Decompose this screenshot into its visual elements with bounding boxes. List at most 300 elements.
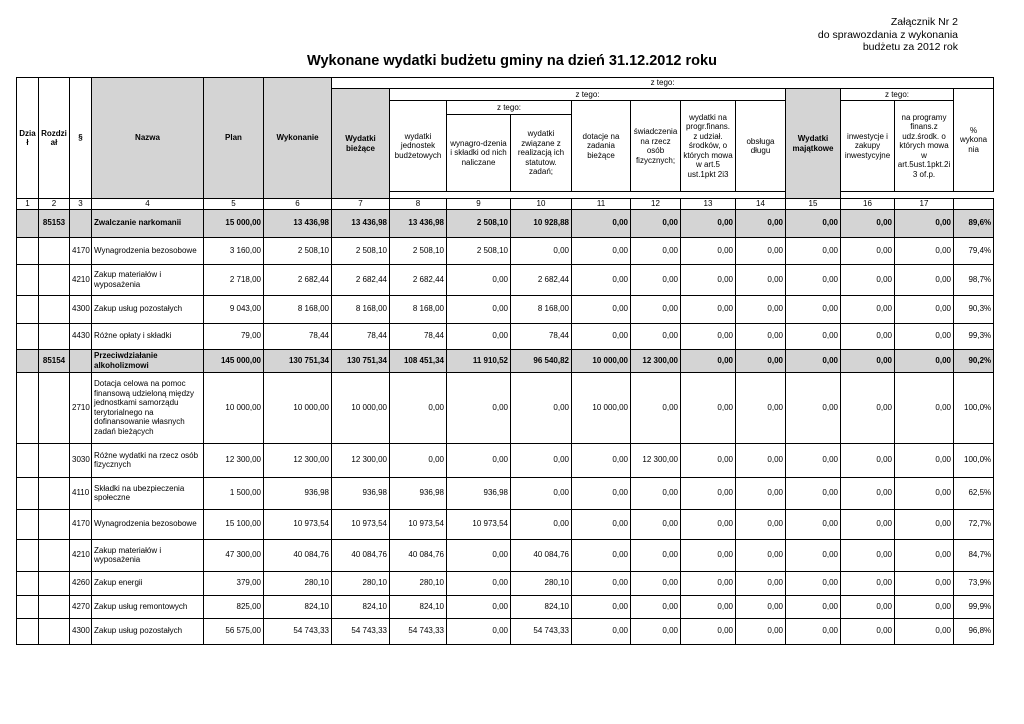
value-cell: 936,98 (447, 477, 511, 509)
value-cell: 8 168,00 (264, 295, 332, 323)
rozdzial-cell (39, 509, 70, 539)
value-cell: 0,00 (786, 618, 841, 644)
value-cell: 10 000,00 (332, 372, 390, 443)
table-row (17, 295, 994, 323)
column-number: 17 (895, 199, 954, 210)
value-cell: 0,00 (841, 539, 895, 571)
value-cell: 0,00 (447, 372, 511, 443)
value-cell: 0,00 (390, 443, 447, 477)
value-cell: 0,00 (895, 539, 954, 571)
value-cell: 0,00 (736, 595, 786, 618)
value-cell: 824,10 (390, 595, 447, 618)
header-swiadczenia: świadczenia na rzecz osób fizycznych; (631, 101, 681, 192)
value-cell: 824,10 (511, 595, 572, 618)
value-cell: 40 084,76 (264, 539, 332, 571)
value-cell: 10 973,54 (447, 509, 511, 539)
value-cell: 130 751,34 (264, 349, 332, 372)
value-cell: 10 000,00 (264, 372, 332, 443)
value-cell: 0,00 (786, 571, 841, 595)
value-cell: 824,10 (332, 595, 390, 618)
name-cell: Zakup materiałów i wyposażenia (92, 264, 204, 295)
value-cell: 0,00 (681, 295, 736, 323)
value-cell: 0,00 (841, 618, 895, 644)
value-cell: 0,00 (681, 349, 736, 372)
name-cell: Zakup usług pozostałych (92, 295, 204, 323)
value-cell: 47 300,00 (204, 539, 264, 571)
name-cell: Zakup energii (92, 571, 204, 595)
value-cell: 0,00 (631, 595, 681, 618)
value-cell: 0,00 (786, 264, 841, 295)
rozdzial-cell (39, 237, 70, 264)
header-nazwa: Nazwa (92, 78, 204, 199)
header-z-tego-sub: z tego: (447, 101, 572, 115)
value-cell: 0,00 (390, 372, 447, 443)
value-cell: 0,00 (736, 372, 786, 443)
value-cell: 13 436,98 (264, 209, 332, 237)
value-cell: 10 973,54 (332, 509, 390, 539)
value-cell: 0,00 (631, 509, 681, 539)
value-cell: 3 160,00 (204, 237, 264, 264)
column-number: 3 (70, 199, 92, 210)
name-cell: Wynagrodzenia bezosobowe (92, 509, 204, 539)
header-rozdzial: Rozdzi ał (39, 78, 70, 199)
attachment-line-1: Załącznik Nr 2 (890, 16, 958, 28)
value-cell: 280,10 (390, 571, 447, 595)
table-body (17, 209, 994, 644)
header-wydatki-biezace: Wydatki bieżące (332, 89, 390, 199)
table-row (17, 477, 994, 509)
value-cell: 0,00 (572, 539, 631, 571)
value-cell: 0,00 (841, 349, 895, 372)
value-cell: 825,00 (204, 595, 264, 618)
value-cell: 0,00 (681, 618, 736, 644)
value-cell: 2 508,10 (264, 237, 332, 264)
value-cell: 0,00 (447, 571, 511, 595)
value-cell: 79,00 (204, 323, 264, 349)
paragraf-cell (70, 209, 92, 237)
value-cell: 0,00 (511, 509, 572, 539)
value-cell: 2 508,10 (390, 237, 447, 264)
column-number: 11 (572, 199, 631, 210)
value-cell: 0,00 (786, 209, 841, 237)
value-cell: 96 540,82 (511, 349, 572, 372)
value-cell: 0,00 (841, 264, 895, 295)
name-cell: Różne opłaty i składki (92, 323, 204, 349)
name-cell: Przeciwdziałanie alkoholizmowi (92, 349, 204, 372)
value-cell: 96,8% (954, 618, 994, 644)
value-cell: 0,00 (736, 539, 786, 571)
table-row (17, 595, 994, 618)
header-wykonanie: Wykonanie (264, 78, 332, 199)
value-cell: 0,00 (572, 618, 631, 644)
value-cell: 84,7% (954, 539, 994, 571)
paragraf-cell: 4210 (70, 539, 92, 571)
name-cell: Dotacja celowa na pomoc finansową udzieloną między jednostkami samorządu terytorialnego na dofinansowanie własnych zadań bieżących (92, 372, 204, 443)
value-cell: 0,00 (841, 237, 895, 264)
value-cell: 0,00 (447, 595, 511, 618)
dzial-cell (17, 443, 39, 477)
header-wydatki-majatkowe: Wydatki majątkowe (786, 89, 841, 199)
value-cell: 0,00 (447, 618, 511, 644)
value-cell: 0,00 (572, 264, 631, 295)
value-cell: 0,00 (572, 237, 631, 264)
value-cell: 0,00 (841, 323, 895, 349)
column-number: 7 (332, 199, 390, 210)
value-cell: 0,00 (631, 295, 681, 323)
header-procent: % wykona nia (954, 89, 994, 192)
rozdzial-cell (39, 539, 70, 571)
value-cell: 0,00 (841, 295, 895, 323)
value-cell: 100,0% (954, 443, 994, 477)
dzial-cell (17, 477, 39, 509)
value-cell: 0,00 (681, 323, 736, 349)
header-wydatki-jednostek: wydatki jednostek budżetowych (390, 101, 447, 192)
value-cell: 2 718,00 (204, 264, 264, 295)
value-cell: 0,00 (572, 323, 631, 349)
column-number: 13 (681, 199, 736, 210)
value-cell: 280,10 (264, 571, 332, 595)
rozdzial-cell (39, 618, 70, 644)
dzial-cell (17, 372, 39, 443)
value-cell: 936,98 (390, 477, 447, 509)
value-cell: 8 168,00 (511, 295, 572, 323)
paragraf-cell: 4430 (70, 323, 92, 349)
rozdzial-cell (39, 372, 70, 443)
value-cell: 0,00 (895, 209, 954, 237)
value-cell: 0,00 (631, 539, 681, 571)
value-cell: 40 084,76 (332, 539, 390, 571)
column-number (954, 199, 994, 210)
value-cell: 280,10 (511, 571, 572, 595)
value-cell: 90,3% (954, 295, 994, 323)
value-cell: 0,00 (786, 295, 841, 323)
value-cell: 0,00 (895, 372, 954, 443)
value-cell: 12 300,00 (204, 443, 264, 477)
column-number: 16 (841, 199, 895, 210)
value-cell: 0,00 (786, 509, 841, 539)
paragraf-cell: 2710 (70, 372, 92, 443)
dzial-cell (17, 618, 39, 644)
value-cell: 40 084,76 (511, 539, 572, 571)
value-cell: 12 300,00 (631, 349, 681, 372)
value-cell: 824,10 (264, 595, 332, 618)
budget-table (16, 77, 994, 645)
name-cell: Różne wydatki na rzecz osób fizycznych (92, 443, 204, 477)
column-number: 5 (204, 199, 264, 210)
value-cell: 0,00 (572, 571, 631, 595)
value-cell: 0,00 (895, 509, 954, 539)
dzial-cell (17, 595, 39, 618)
header-dzial: Dzia ł (17, 78, 39, 199)
header-inwestycje: inwestycje i zakupy inwestycyjne (841, 101, 895, 192)
dzial-cell (17, 539, 39, 571)
paragraf-cell: 4170 (70, 509, 92, 539)
value-cell: 10 000,00 (572, 349, 631, 372)
rozdzial-cell: 85153 (39, 209, 70, 237)
value-cell: 0,00 (895, 618, 954, 644)
value-cell: 0,00 (895, 264, 954, 295)
value-cell: 0,00 (447, 443, 511, 477)
value-cell: 0,00 (736, 237, 786, 264)
value-cell: 40 084,76 (390, 539, 447, 571)
value-cell: 9 043,00 (204, 295, 264, 323)
paragraf-cell (70, 349, 92, 372)
value-cell: 0,00 (447, 295, 511, 323)
dzial-cell (17, 571, 39, 595)
name-cell: Zakup materiałów i wyposażenia (92, 539, 204, 571)
value-cell: 0,00 (786, 323, 841, 349)
column-number: 10 (511, 199, 572, 210)
value-cell: 936,98 (332, 477, 390, 509)
value-cell: 15 000,00 (204, 209, 264, 237)
value-cell: 1 500,00 (204, 477, 264, 509)
attachment-line-3: budżetu za 2012 rok (862, 41, 958, 53)
value-cell: 0,00 (786, 349, 841, 372)
value-cell: 0,00 (681, 372, 736, 443)
section-row (17, 349, 994, 372)
table-header (17, 78, 994, 210)
value-cell: 0,00 (786, 443, 841, 477)
value-cell: 0,00 (681, 443, 736, 477)
rozdzial-cell (39, 477, 70, 509)
header-z-tego-top: z tego: (332, 78, 994, 89)
value-cell: 0,00 (631, 209, 681, 237)
value-cell: 10 973,54 (264, 509, 332, 539)
table-row (17, 264, 994, 295)
value-cell: 0,00 (572, 595, 631, 618)
value-cell: 0,00 (681, 477, 736, 509)
table-row (17, 618, 994, 644)
value-cell: 0,00 (681, 264, 736, 295)
value-cell: 0,00 (736, 323, 786, 349)
name-cell: Zakup usług remontowych (92, 595, 204, 618)
column-number: 6 (264, 199, 332, 210)
value-cell: 12 300,00 (631, 443, 681, 477)
value-cell: 0,00 (895, 443, 954, 477)
value-cell: 0,00 (511, 237, 572, 264)
value-cell: 2 508,10 (332, 237, 390, 264)
table-row (17, 237, 994, 264)
value-cell: 0,00 (895, 477, 954, 509)
value-cell: 0,00 (631, 477, 681, 509)
header-dotacje: dotacje na zadania bieżące (572, 101, 631, 192)
value-cell: 0,00 (736, 509, 786, 539)
value-cell: 78,44 (511, 323, 572, 349)
value-cell: 0,00 (841, 477, 895, 509)
value-cell: 0,00 (895, 595, 954, 618)
table-row (17, 571, 994, 595)
paragraf-cell: 4270 (70, 595, 92, 618)
value-cell: 936,98 (264, 477, 332, 509)
value-cell: 13 436,98 (332, 209, 390, 237)
value-cell: 13 436,98 (390, 209, 447, 237)
document-title: Wykonane wydatki budżetu gminy na dzień 31.12.2012 roku (307, 53, 717, 69)
value-cell: 0,00 (631, 323, 681, 349)
value-cell: 0,00 (786, 595, 841, 618)
value-cell: 8 168,00 (390, 295, 447, 323)
name-cell: Zwalczanie narkomanii (92, 209, 204, 237)
value-cell: 0,00 (572, 295, 631, 323)
dzial-cell (17, 295, 39, 323)
attachment-line-2: do sprawozdania z wykonania (817, 28, 958, 41)
paragraf-cell: 4300 (70, 618, 92, 644)
value-cell: 0,00 (841, 372, 895, 443)
column-number: 9 (447, 199, 511, 210)
value-cell: 2 682,44 (390, 264, 447, 295)
value-cell: 0,00 (841, 571, 895, 595)
value-cell: 78,44 (264, 323, 332, 349)
value-cell: 0,00 (895, 237, 954, 264)
rozdzial-cell (39, 323, 70, 349)
attachment-note (818, 16, 958, 54)
table-row (17, 539, 994, 571)
column-number: 12 (631, 199, 681, 210)
paragraf-cell: 4210 (70, 264, 92, 295)
value-cell: 0,00 (447, 539, 511, 571)
header-programy-majatkowe: na programy finans.z udz.środk. o których mowa w art.5ust.1pkt.2i 3 of.p. (895, 101, 954, 192)
value-cell: 0,00 (511, 443, 572, 477)
value-cell: 0,00 (681, 237, 736, 264)
value-cell: 0,00 (895, 349, 954, 372)
value-cell: 0,00 (572, 509, 631, 539)
column-number: 14 (736, 199, 786, 210)
table-row (17, 443, 994, 477)
rozdzial-cell (39, 264, 70, 295)
value-cell: 0,00 (841, 443, 895, 477)
value-cell: 72,7% (954, 509, 994, 539)
value-cell: 0,00 (736, 264, 786, 295)
value-cell: 0,00 (895, 295, 954, 323)
value-cell: 145 000,00 (204, 349, 264, 372)
value-cell: 0,00 (736, 477, 786, 509)
header-z-tego-biezace: z tego: (390, 89, 786, 101)
value-cell: 0,00 (631, 264, 681, 295)
dzial-cell (17, 509, 39, 539)
value-cell: 54 743,33 (332, 618, 390, 644)
value-cell: 62,5% (954, 477, 994, 509)
value-cell: 0,00 (681, 509, 736, 539)
value-cell: 2 508,10 (447, 209, 511, 237)
table-row (17, 372, 994, 443)
value-cell: 2 508,10 (447, 237, 511, 264)
value-cell: 10 973,54 (390, 509, 447, 539)
header-programy-biezace: wydatki na progr.finans. z udział. środków, o których mowa w art.5 ust.1pkt 2i3 (681, 101, 736, 192)
value-cell: 0,00 (572, 477, 631, 509)
header-paragraf: § (70, 78, 92, 199)
value-cell: 8 168,00 (332, 295, 390, 323)
value-cell: 0,00 (631, 237, 681, 264)
header-plan: Plan (204, 78, 264, 199)
value-cell: 100,0% (954, 372, 994, 443)
rozdzial-cell: 85154 (39, 349, 70, 372)
dzial-cell (17, 264, 39, 295)
section-row (17, 209, 994, 237)
rozdzial-cell (39, 571, 70, 595)
value-cell: 56 575,00 (204, 618, 264, 644)
value-cell: 0,00 (631, 372, 681, 443)
paragraf-cell: 4170 (70, 237, 92, 264)
paragraf-cell: 3030 (70, 443, 92, 477)
value-cell: 12 300,00 (332, 443, 390, 477)
value-cell: 2 682,44 (264, 264, 332, 295)
rozdzial-cell (39, 295, 70, 323)
value-cell: 90,2% (954, 349, 994, 372)
value-cell: 0,00 (895, 571, 954, 595)
value-cell: 0,00 (841, 209, 895, 237)
column-number: 1 (17, 199, 39, 210)
header-zadania-statutowe: wydatki związane z realizacją ich statutow. zadań; (511, 115, 572, 192)
value-cell: 0,00 (447, 264, 511, 295)
column-number-row (17, 199, 994, 210)
value-cell: 0,00 (841, 509, 895, 539)
name-cell: Zakup usług pozostałych (92, 618, 204, 644)
value-cell: 99,3% (954, 323, 994, 349)
value-cell: 10 000,00 (204, 372, 264, 443)
value-cell: 78,44 (332, 323, 390, 349)
value-cell: 0,00 (736, 295, 786, 323)
value-cell: 78,44 (390, 323, 447, 349)
dzial-cell (17, 323, 39, 349)
value-cell: 0,00 (786, 539, 841, 571)
value-cell: 79,4% (954, 237, 994, 264)
value-cell: 0,00 (631, 618, 681, 644)
value-cell: 99,9% (954, 595, 994, 618)
column-number: 15 (786, 199, 841, 210)
header-z-tego-majatkowe: z tego: (841, 89, 954, 101)
value-cell: 12 300,00 (264, 443, 332, 477)
value-cell: 0,00 (736, 209, 786, 237)
name-cell: Składki na ubezpieczenia społeczne (92, 477, 204, 509)
column-number: 8 (390, 199, 447, 210)
value-cell: 0,00 (841, 595, 895, 618)
name-cell: Wynagrodzenia bezosobowe (92, 237, 204, 264)
column-number: 4 (92, 199, 204, 210)
value-cell: 0,00 (572, 209, 631, 237)
dzial-cell (17, 237, 39, 264)
value-cell: 0,00 (681, 595, 736, 618)
value-cell: 0,00 (511, 372, 572, 443)
value-cell: 0,00 (736, 349, 786, 372)
rozdzial-cell (39, 443, 70, 477)
value-cell: 0,00 (786, 372, 841, 443)
value-cell: 0,00 (631, 571, 681, 595)
value-cell: 108 451,34 (390, 349, 447, 372)
table-row (17, 323, 994, 349)
paragraf-cell: 4300 (70, 295, 92, 323)
dzial-cell (17, 209, 39, 237)
value-cell: 280,10 (332, 571, 390, 595)
value-cell: 54 743,33 (264, 618, 332, 644)
value-cell: 54 743,33 (511, 618, 572, 644)
value-cell: 0,00 (572, 443, 631, 477)
value-cell: 54 743,33 (390, 618, 447, 644)
value-cell: 10 928,88 (511, 209, 572, 237)
value-cell: 0,00 (736, 618, 786, 644)
value-cell: 89,6% (954, 209, 994, 237)
value-cell: 0,00 (511, 477, 572, 509)
value-cell: 73,9% (954, 571, 994, 595)
rozdzial-cell (39, 595, 70, 618)
value-cell: 0,00 (681, 209, 736, 237)
value-cell: 379,00 (204, 571, 264, 595)
value-cell: 0,00 (786, 477, 841, 509)
value-cell: 0,00 (736, 571, 786, 595)
header-obsluga-dlugu: obsługa długu (736, 101, 786, 192)
value-cell: 11 910,52 (447, 349, 511, 372)
value-cell: 2 682,44 (511, 264, 572, 295)
value-cell: 130 751,34 (332, 349, 390, 372)
value-cell: 10 000,00 (572, 372, 631, 443)
